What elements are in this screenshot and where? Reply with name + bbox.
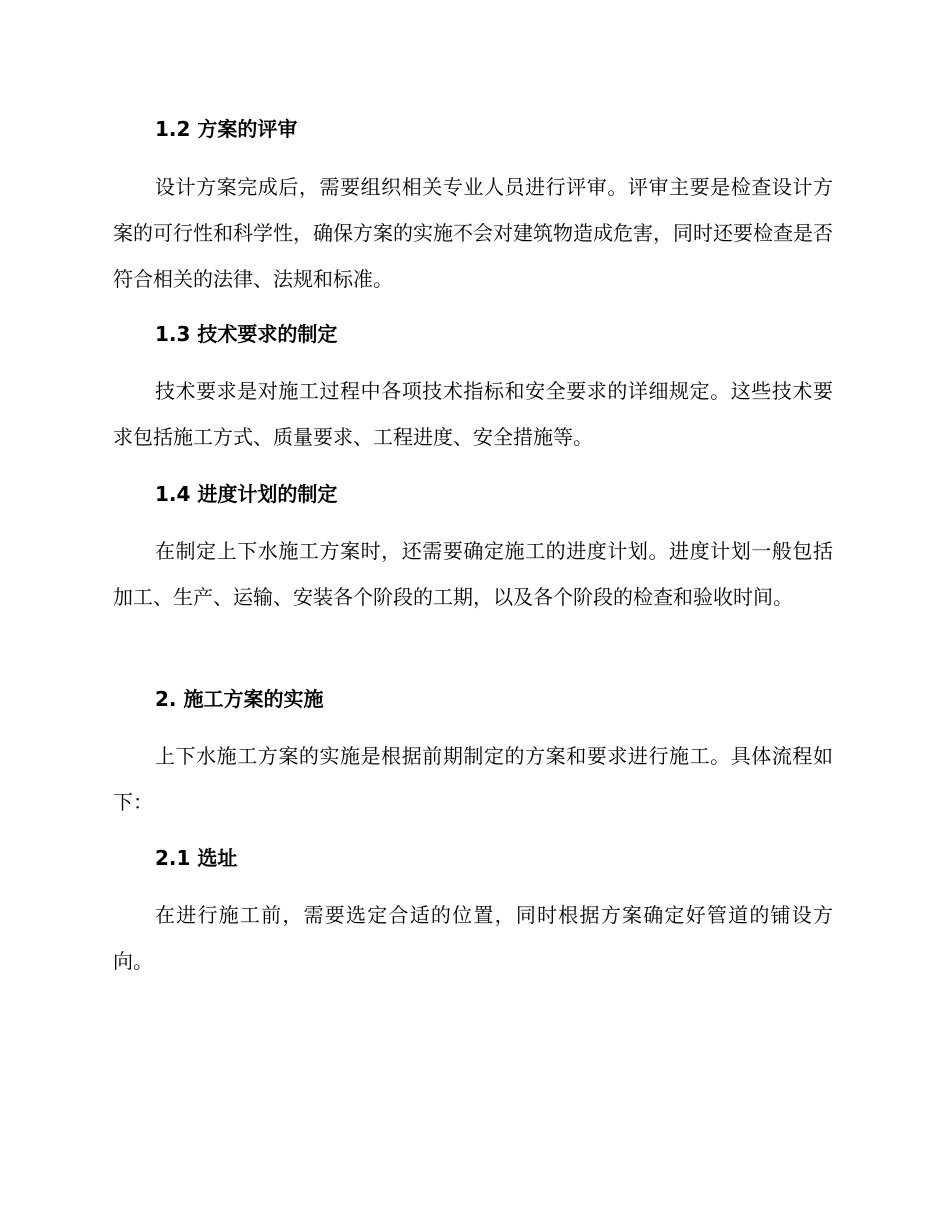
section-heading: 1.2 方案的评审 bbox=[155, 117, 298, 141]
section-paragraph: 上下水施工方案的实施是根据前期制定的方案和要求进行施工。具体流程如下： bbox=[113, 744, 833, 814]
section-paragraph: 在制定上下水施工方案时，还需要确定施工的进度计划。进度计划一般包括加工、生产、运输、安装各个阶段的工期，以及各个阶段的检查和验收时间。 bbox=[113, 539, 833, 609]
section-heading: 1.4 进度计划的制定 bbox=[155, 482, 338, 506]
section-heading: 2.1 选址 bbox=[155, 846, 238, 870]
section-heading: 1.3 技术要求的制定 bbox=[155, 322, 338, 346]
section-paragraph: 设计方案完成后，需要组织相关专业人员进行评审。评审主要是检查设计方案的可行性和科学性，确保方案的实施不会对建筑物造成危害，同时还要检查是否符合相关的法律、法规和标准。 bbox=[113, 175, 833, 291]
section-paragraph: 技术要求是对施工过程中各项技术指标和安全要求的详细规定。这些技术要求包括施工方式、质量要求、工程进度、安全措施等。 bbox=[113, 379, 833, 449]
section-heading: 2. 施工方案的实施 bbox=[155, 687, 324, 711]
section-paragraph: 在进行施工前，需要选定合适的位置，同时根据方案确定好管道的铺设方向。 bbox=[113, 903, 833, 973]
